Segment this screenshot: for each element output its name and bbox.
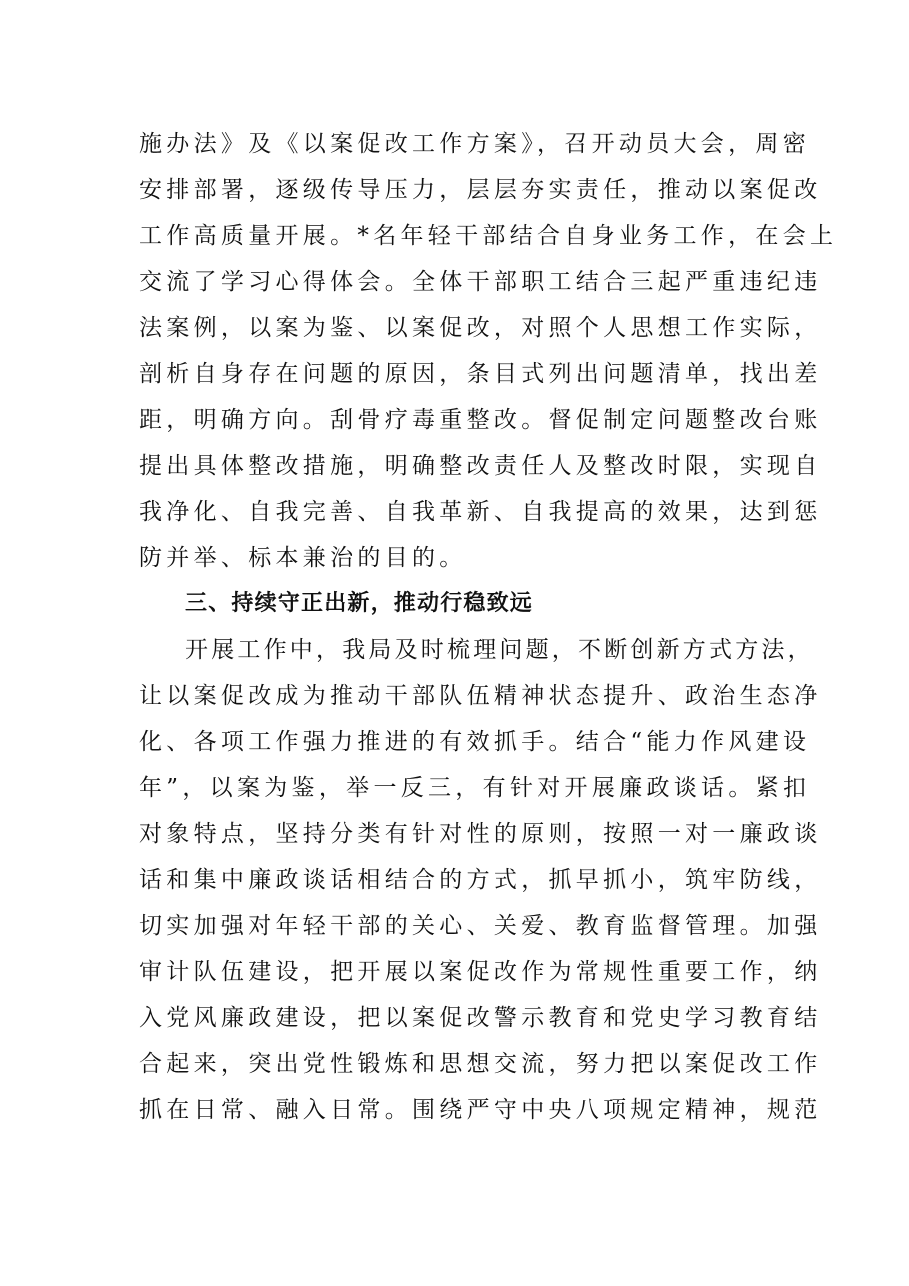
paragraph-line: 距，明确方向。刮骨疗毒重整改。督促制定问题整改台账 bbox=[139, 407, 822, 433]
paragraph-line: 化、各项工作强力推进的有效抓手。结合“能力作风建设 bbox=[139, 729, 811, 755]
paragraph-line: 工作高质量开展。*名年轻干部结合自身业务工作，在会上 bbox=[139, 223, 838, 249]
paragraph-line: 开展工作中，我局及时梳理问题，不断创新方式方法， bbox=[185, 637, 814, 663]
paragraph-line: 审计队伍建设，把开展以案促改作为常规性重要工作，纳 bbox=[139, 959, 822, 985]
paragraph-line: 入党风廉政建设，把以案促改警示教育和党史学习教育结 bbox=[139, 1005, 822, 1031]
paragraph-line: 防并举、标本兼治的目的。 bbox=[139, 545, 467, 571]
paragraph-line: 让以案促改成为推动干部队伍精神状态提升、政治生态净 bbox=[139, 683, 822, 709]
paragraph-line: 交流了学习心得体会。全体干部职工结合三起严重违纪违 bbox=[139, 269, 822, 295]
paragraph-line: 法案例，以案为鉴、以案促改，对照个人思想工作实际， bbox=[139, 315, 822, 341]
paragraph-line: 剖析自身存在问题的原因，条目式列出问题清单，找出差 bbox=[139, 361, 822, 387]
paragraph-line: 合起来，突出党性锻炼和思想交流，努力把以案促改工作 bbox=[139, 1051, 822, 1077]
paragraph-line: 话和集中廉政谈话相结合的方式，抓早抓小，筑牢防线， bbox=[139, 867, 822, 893]
paragraph-line: 提出具体整改措施，明确整改责任人及整改时限，实现自 bbox=[139, 453, 822, 479]
paragraph-line: 抓在日常、融入日常。围绕严守中央八项规定精神，规范 bbox=[139, 1097, 822, 1123]
paragraph-line: 施办法》及《以案促改工作方案》，召开动员大会，周密 bbox=[139, 131, 810, 157]
paragraph-line: 安排部署，逐级传导压力，层层夯实责任，推动以案促改 bbox=[139, 177, 822, 203]
section-heading: 三、持续守正出新，推动行稳致远 bbox=[185, 591, 534, 616]
paragraph-line: 对象特点，坚持分类有针对性的原则，按照一对一廉政谈 bbox=[139, 821, 822, 847]
paragraph-line: 切实加强对年轻干部的关心、关爱、教育监督管理。加强 bbox=[139, 913, 822, 939]
paragraph-line: 年”，以案为鉴，举一反三，有针对开展廉政谈话。紧扣 bbox=[139, 775, 811, 801]
paragraph-line: 我净化、自我完善、自我革新、自我提高的效果，达到惩 bbox=[139, 499, 822, 525]
